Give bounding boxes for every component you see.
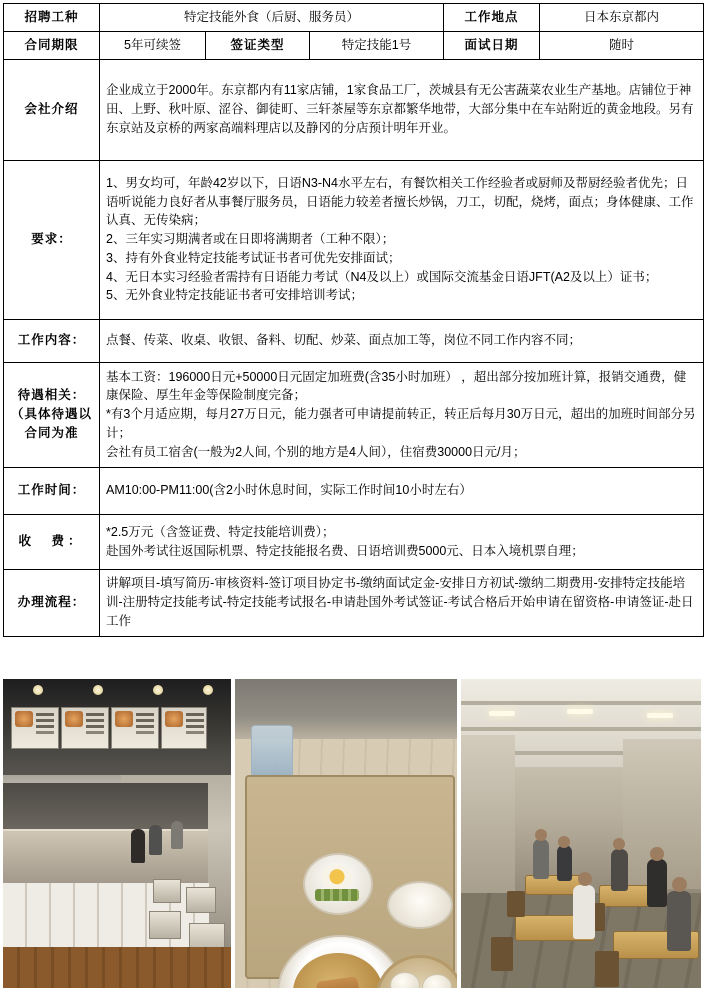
job-type-label: 招聘工种 — [4, 4, 100, 32]
guest-figure — [533, 839, 549, 879]
work-time-value: AM10:00-PM11:00(含2小时休息时间，实际工作时间10小时左右） — [100, 467, 704, 514]
company-intro-label: 会社介绍 — [4, 59, 100, 160]
table-row — [4, 569, 704, 636]
treatment-label: 待遇相关：（具体待遇以合同为准 — [4, 362, 100, 467]
photo-ramen-set-meal — [235, 679, 457, 988]
table-row — [4, 319, 704, 362]
work-content-value: 点餐、传菜、收桌、收银、备料、切配、炒菜、面点加工等，岗位不同工作内容不同； — [100, 319, 704, 362]
requirement-item: 1、男女均可，年龄42岁以下，日语N3-N4水平左右，有餐饮相关工作经验者或厨师及帮厨经验者优先；日语听说能力良好者从事餐厅服务员，日语能力较差者擅长炒锅，刀工，切配，烧烤，面点；身体健康、工作认真、无传染病； — [106, 175, 694, 228]
requirement-item: 4、无日本实习经验者需持有日语能力考试（N4及以上）或国际交流基金日语JFT(A2及以上）证书； — [106, 269, 658, 284]
guest-head — [613, 838, 625, 850]
ceiling-lamp-icon — [203, 685, 213, 695]
seat — [153, 879, 181, 903]
contract-type-value: 特定技能1号 — [310, 31, 444, 59]
seat — [149, 911, 181, 939]
recruitment-flyer — [0, 3, 704, 991]
ceiling-lamp-icon — [33, 685, 43, 695]
photo-food-court-interior — [3, 679, 231, 988]
chair — [491, 937, 513, 971]
requirements-label: 要求： — [4, 160, 100, 319]
chair — [507, 891, 525, 917]
menu-board — [111, 707, 159, 749]
wooden-counter-top — [3, 947, 231, 988]
requirement-item: 5、无外食业特定技能证书者可安排培训考试； — [106, 288, 363, 303]
fee-item: *2.5万元（含签证费、特定技能培训费）； — [106, 524, 335, 539]
side-dish-bowl — [303, 853, 373, 915]
recruitment-table — [3, 3, 704, 637]
guest-figure — [667, 891, 691, 951]
dumpling — [390, 972, 420, 988]
treatment-item: 会社有员工宿舍(一般为2人间, 个别的地方是4人间），住宿费30000日元/月； — [106, 444, 526, 459]
soup — [293, 953, 383, 988]
chair — [595, 951, 619, 987]
treatment-value — [100, 362, 704, 467]
contract-period-label: 合同期限 — [4, 31, 100, 59]
guest-head — [672, 877, 687, 892]
requirement-item: 3、持有外食业特定技能考试证书者可优先安排面试； — [106, 250, 401, 265]
table-row — [4, 31, 704, 59]
menu-board — [161, 707, 207, 749]
table-row — [4, 59, 704, 160]
treatment-item: 基本工资：196000日元+50000日元固定加班费(含35小时加班） ，超出部分按加班计算，报销交通费，健康保险、厚生年金等保险制度完备； — [106, 369, 687, 403]
menu-photo — [115, 711, 133, 727]
guest-figure — [557, 845, 572, 881]
fee-value — [100, 514, 704, 569]
menu-photo — [65, 711, 83, 727]
left-wall — [461, 735, 515, 895]
staff-figure — [131, 829, 145, 863]
fee-item: 赴国外考试往返国际机票、特定技能报名费、日语培训费5000元、日本入境机票自理； — [106, 543, 584, 558]
ceiling-beam — [461, 701, 701, 705]
ceiling-light-icon — [567, 709, 593, 714]
boiled-egg — [321, 865, 353, 891]
interview-date-label: 面试日期 — [444, 31, 540, 59]
contract-type-label: 签证类型 — [206, 31, 310, 59]
ceiling-light-icon — [647, 713, 673, 718]
small-plate — [387, 881, 453, 929]
table-row — [4, 4, 704, 32]
water-glass — [251, 725, 293, 779]
menu-text-lines — [86, 713, 104, 716]
menu-text-lines — [136, 713, 154, 716]
guest-head — [535, 829, 547, 841]
contract-period-value: 5年可续签 — [100, 31, 206, 59]
work-time-label: 工作时间： — [4, 467, 100, 514]
guest-figure — [647, 859, 667, 907]
table-row — [4, 362, 704, 467]
work-location-value: 日本东京都内 — [540, 4, 704, 32]
interview-date-value: 随时 — [540, 31, 704, 59]
menu-text-lines — [186, 713, 204, 716]
guest-head — [650, 847, 664, 861]
process-value: 讲解项目-填写简历-审核资料-签订项目协定书-缴纳面试定金-安排日方初试-缴纳二期费用-安排特定技能培训-注册特定技能考试-特定技能考试报名-申请赴国外考试签证-考试合格后开始申请在留资格-申请签证-赴日工作 — [100, 569, 704, 636]
cucumber-slices — [315, 889, 359, 901]
staff-figure — [149, 825, 162, 855]
ceiling-beam — [461, 727, 701, 731]
menu-board — [11, 707, 59, 749]
job-type-value: 特定技能外食（后厨、服务员） — [100, 4, 444, 32]
seat — [186, 887, 216, 913]
company-intro-value: 企业成立于2000年。东京都内有11家店铺，1家食品工厂，茨城县有无公害蔬菜农业生产基地。店铺位于神田、上野、秋叶原、涩谷、御徒町、三轩茶屋等东京都繁华地带，大部分集中在车站附近的黄金地段。另有东京站及京桥的两家高端料理店以及静冈的分店预计明年开业。 — [100, 59, 704, 160]
pork-slice — [316, 976, 361, 988]
work-content-label: 工作内容： — [4, 319, 100, 362]
serving-tray — [245, 775, 455, 979]
guest-figure — [611, 849, 628, 891]
requirement-item: 2、三年实习期满者或在日即将满期者（工种不限）； — [106, 232, 395, 247]
menu-photo — [15, 711, 33, 727]
process-label: 办理流程： — [4, 569, 100, 636]
menu-board — [61, 707, 109, 749]
photo-strip — [3, 679, 701, 988]
guest-head — [558, 836, 570, 848]
dumpling — [422, 974, 452, 988]
table-row — [4, 514, 704, 569]
menu-text-lines — [36, 713, 54, 716]
fee-label: 收 费： — [4, 514, 100, 569]
requirements-value — [100, 160, 704, 319]
table-row — [4, 160, 704, 319]
customer-figure — [171, 821, 183, 849]
ceiling-lamp-icon — [93, 685, 103, 695]
photo-restaurant-dining-hall — [461, 679, 701, 988]
work-location-label: 工作地点 — [444, 4, 540, 32]
staff-head — [578, 872, 592, 886]
table-row — [4, 467, 704, 514]
treatment-item: *有3个月适应期，每月27万日元，能力强者可申请提前转正，转正后每月30万日元，超出的加班时间部分另计； — [106, 407, 696, 440]
ceiling-lamp-icon — [153, 685, 163, 695]
menu-photo — [165, 711, 183, 727]
staff-figure — [573, 885, 595, 939]
ceiling-light-icon — [489, 711, 515, 716]
